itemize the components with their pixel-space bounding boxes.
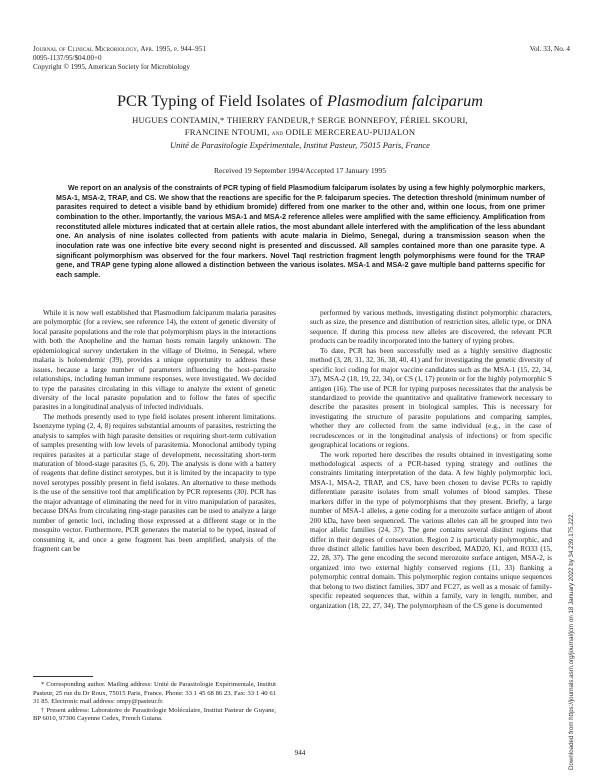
body-paragraph: performed by various methods, investigating distinct polymorphic characters, such as size, the presence and distribution of restriction sites, allelic type, or DNA sequence. If during this process new alleles are discovered, the relevant PCR products can be readily incorporated into the battery of typing probes.	[310, 308, 552, 346]
author-line-2	[60, 126, 540, 139]
download-note: Downloaded from https://journals.asm.org/journal/jcm on 18 January 2022 by 34.239.175.222.	[568, 512, 575, 770]
footnote-present-address: † Present address: Laboratoire de Parasitologie Moléculaire, Institut Pasteur de Guyane, BP 6010, 97306 Cayenne Cedex, French Guiana.	[33, 706, 276, 723]
issn-line: 0095-1137/95/$04.00+0	[33, 54, 102, 62]
affiliation: Unité de Parasitologie Expérimentale, Institut Pasteur, 75015 Paris, France	[170, 140, 430, 150]
author-and: and	[271, 128, 284, 137]
footnote-corresponding: * Corresponding author. Mailing address: Unité de Parasitologie Expérimentale, Institut Pasteur, 25 rue du Dr Roux, 75015 Paris, France. Phone: 33 1 45 68 86 23. Fax: 33 1 40 61 31 85. Electronic mail address: ompy@pasteur.fr.	[33, 681, 276, 706]
page-number: 944	[294, 749, 306, 757]
body-paragraph: The methods presently used to type field isolates present inherent limitations. Isoenzyme typing (2, 4, 8) requires substantial amounts of parasites, restricting the analysis to samples with high parasite densities or requiring short-term cultivation of samples presenting with low levels of parasitemia. Monoclonal antibody typing requires parasites at a particular stage of development, necessitating short-term maturation of blood-stage parasites (5, 6, 20). The analysis is done with a battery of reagents that define distinct serotypes, but it is limited by the incapacity to type novel serotypes possibly present in field isolates. An alternative to these methods is the use of the sensitive tool that amplification by PCR represents (30). PCR has the major advantage of eliminating the need for in vitro manipulation of parasites, because DNAs from circulating ring-stage parasites can be used to analyze a large number of genetic loci, including those expressed at a different stage or in the mosquito vector. Furthermore, PCR generates the material to be typed, instead of consuming it, and once a gene fragment has been amplified, analysis of the fragment can be	[33, 411, 276, 553]
received-dates: Received 19 September 1994/Accepted 17 January 1995	[213, 166, 387, 175]
abstract-text: We report on an analysis of the constraints of PCR typing of field Plasmodium falciparum isolates by using a few highly polymorphic markers, MSA-1, MSA-2, TRAP, and CS. We show that the reactions are specific for the P. falciparum species. The detection threshold (minimum number of parasites required to detect a visible band by ethidium bromide) differed from one marker to the other and, within one locus, from one primer combination to the other. Importantly, the various MSA-1 and MSA-2 reference alleles were amplified with the same efficiency. Amplification from reconstituted allele mixtures indicated that at certain allele ratios, the most abundant allele interfered with the amplification of the less abundant one. An analysis of nine isolates collected from patients with acute malaria in Dielmo, Senegal, during a transmission season when the inoculation rate was one infective bite every second night is presented and discussed. All samples contained more than one parasite type. A significant polymorphism was observed for the four markers. Novel TaqI restriction fragment length polymorphisms were found for the TRAP gene, and TRAP gene typing alone allowed a distinction between the various isolates. MSA-1 and MSA-2 gave multiple band patterns specific for each sample.	[56, 185, 545, 279]
title-species: Plasmodium falciparum	[326, 92, 483, 110]
copyright-line: Copyright © 1995, American Society for Microbiology	[33, 63, 190, 71]
author-line-2b: ODILE MERCEREAU-PUIJALON	[283, 127, 416, 137]
article-title	[0, 92, 600, 111]
body-paragraph: While it is now well established that Plasmodium falciparum malaria parasites are polymorphic (for a review, see reference 14), the extent of genetic diversity of local parasite populations and the role that polymorphism plays in the interactions with both the Anopheline and the human hosts remain largely unknown. The epidemiological survey undertaken in the village of Dielmo, in Senegal, where malaria is holoendemic (39), provides a unique opportunity to address these issues, because a large number of parameters influencing the host–parasite relationships, including human immune responses, were investigated. We decided to type the parasites circulating in this village to analyze the extent of genetic diversity of the local parasite population and to follow the fates of specific parasites in a longitudinal analysis of infected individuals.	[33, 308, 276, 412]
body-column-right	[310, 308, 552, 610]
body-paragraph: To date, PCR has been successfully used as a highly sensitive diagnostic method (3, 28, 31, 32, 36, 38, 40, 41) and for investigating the genetic diversity of specific loci coding for major vaccine candidates such as the MSA-1 (15, 22, 34, 37), MSA-2 (18, 19, 22, 34), or CS (1, 17) protein or for the highly polymorphic S antigen (16). The use of PCR for typing purposes necessitates that the analysis be standardized to provide the quantitative and qualitative framework necessary to describe the parasites present in biological samples. This is necessary for investigating the structure of parasite populations and comparing samples, whether they are collected from the same individual (e.g., in the case of recrudescences or in the longitudinal analysis of infections) or from specific geographical locations or regions.	[310, 345, 552, 450]
body-paragraph: The work reported here describes the results obtained in investigating some methodological aspects of a PCR-based typing strategy and outlines the constraints limitating interpretation of the data. A few highly polymorphic loci, MSA-1, MSA-2, TRAP, and CS, have been chosen to devise PCRs to rapidly differentiate parasite isolates from small volumes of blood samples. These markers differ in the type of polymorphisms that they present. Briefly, a large number of MSA-1 alleles, a gene coding for a merozoite surface antigen of about 200 kDa, have been sequenced. The various alleles can all be grouped into two major allelic families (24, 37). The gene contains several distinct regions that differ in their degrees of conservation. Region 2 is particularly polymorphic, and three distinct allelic families have been described, MAD20, K1, and RO33 (15, 22, 28, 37). The gene encoding the second merozoite surface antigen, MSA-2, is organized into two external highly conserved regions (11, 33) flanking a polymorphic central domain. This polymorphic region contains unique sequences that belong to two distinct families, 3D7 and FC27, as well as a mosaic of family-specific repeated sequences that, within a family, vary in length, number, and organization (18, 22, 27, 34). The polymorphism of the CS gene is documented	[310, 449, 552, 610]
download-sidebar	[568, 430, 578, 770]
author-line-1: HUGUES CONTAMIN,* THIERRY FANDEUR,† SERGE BONNEFOY, FÉRIEL SKOURI,	[132, 115, 468, 125]
volume-issue: Vol. 33, No. 4	[529, 45, 570, 53]
abstract	[56, 184, 545, 281]
title-prefix: PCR Typing of Field Isolates of	[117, 92, 327, 110]
journal-citation: Journal of Clinical Microbiology, Apr. 1995, p. 944–951	[33, 45, 207, 53]
author-list	[60, 114, 540, 139]
author-line-2a: FRANCINE NTOUMI,	[184, 127, 272, 137]
footnotes	[33, 676, 276, 724]
body-column-left	[33, 308, 276, 553]
running-header-left	[33, 45, 333, 72]
footnote-rule	[33, 676, 93, 677]
